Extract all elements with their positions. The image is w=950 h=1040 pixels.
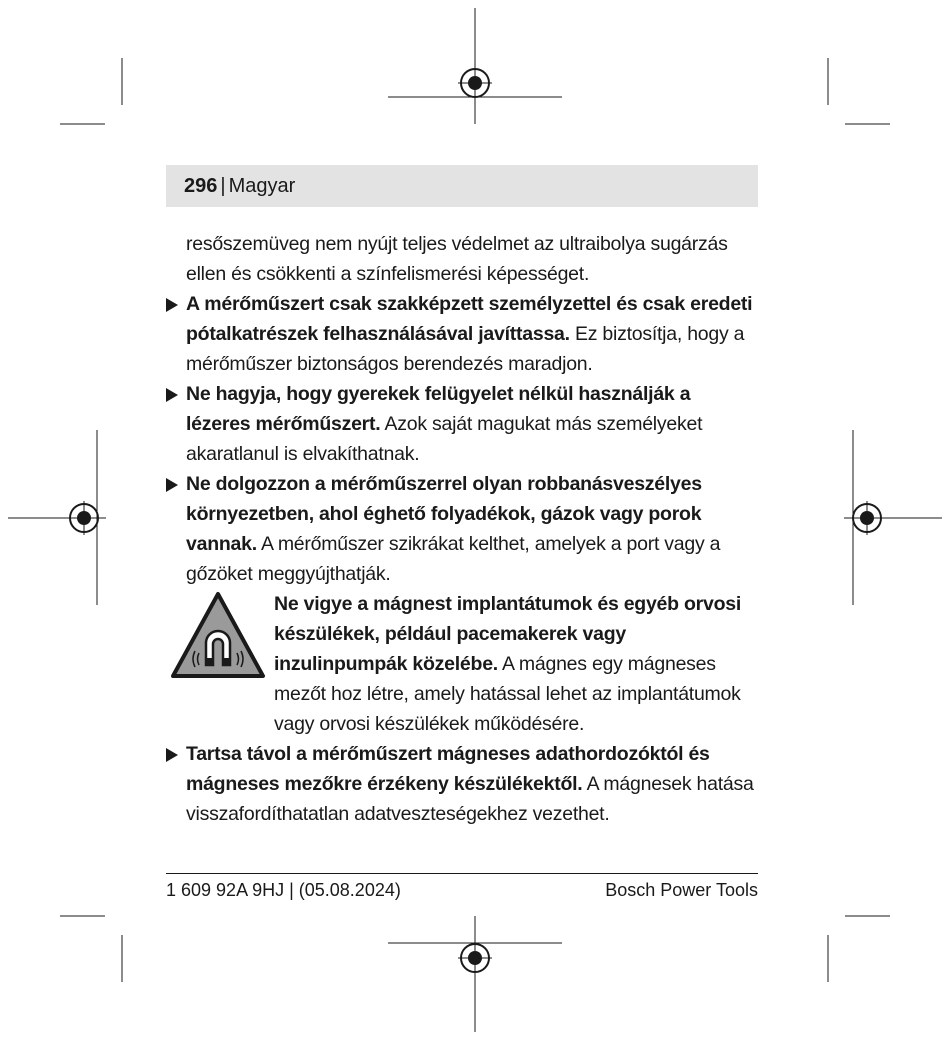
bullet-repair <box>166 289 758 379</box>
page-footer <box>166 873 758 901</box>
bullet-text: A mágnesek hatása visszafordíthatatlan adatveszteségekhez vezethet. <box>186 773 754 825</box>
header-separator: | <box>220 174 226 197</box>
bullet-bold-text: Ne hagyja, hogy gyerekek felügyelet nélkül használják a lézeres mérőműszert. <box>186 383 691 435</box>
bullet-explosive <box>166 469 758 589</box>
bullet-bold-text: Tartsa távol a mérőműszert mágneses adathordozóktól és mágneses mezőkre érzékeny készülékektől. <box>186 743 710 795</box>
footer-doc-id: 1 609 92A 9HJ | (05.08.2024) <box>166 880 401 900</box>
bullet-text: A mérőműszer szikrákat kelthet, amelyek a port vagy a gőzöket meggyújthatják. <box>186 533 721 585</box>
page-content <box>166 229 758 829</box>
bullet-bold-text: A mérőműszert csak szakképzett személyzettel és csak eredeti pótalkatrészek felhasználásával javíttassa. <box>186 293 753 345</box>
magnet-warning-text: A mágnes egy mágneses mezőt hoz létre, amely hatással lehet az implantátumok vagy orvosi készülékek működésére. <box>274 653 741 735</box>
bullet-bold-text: Ne dolgozzon a mérőműszerrel olyan robbanásveszélyes környezetben, ahol éghető folyadékok, gázok vagy porok vannak. <box>186 473 702 555</box>
bullet-text: Ez biztosítja, hogy a mérőműszer biztonságos berendezés maradjon. <box>186 323 745 375</box>
bullet-magnetic-media <box>166 739 758 829</box>
bullet-triangle-icon <box>166 388 178 402</box>
section-title: Magyar <box>228 174 296 197</box>
page-header <box>166 165 758 207</box>
bullet-triangle-icon <box>166 298 178 312</box>
bullet-children <box>166 379 758 469</box>
magnet-warning-bold-text: Ne vigye a mágnest implantátumok és egyéb orvosi készülékek, például pacemakerek vagy inzulinpumpák közelébe. <box>274 593 741 675</box>
page-number: 296 <box>184 174 218 197</box>
bullet-triangle-icon <box>166 478 178 492</box>
bullet-text: Azok saját magukat más személyeket akaratlanul is elvakíthatnak. <box>186 413 703 465</box>
magnet-warning-block <box>166 589 758 739</box>
bullet-triangle-icon <box>166 748 178 762</box>
magnet-warning-icon <box>170 591 266 679</box>
intro-continuation: resőszemüveg nem nyújt teljes védelmet az ultraibolya sugárzás ellen és csökkenti a színfelismerési képességet. <box>186 233 728 285</box>
footer-brand: Bosch Power Tools <box>605 880 758 900</box>
